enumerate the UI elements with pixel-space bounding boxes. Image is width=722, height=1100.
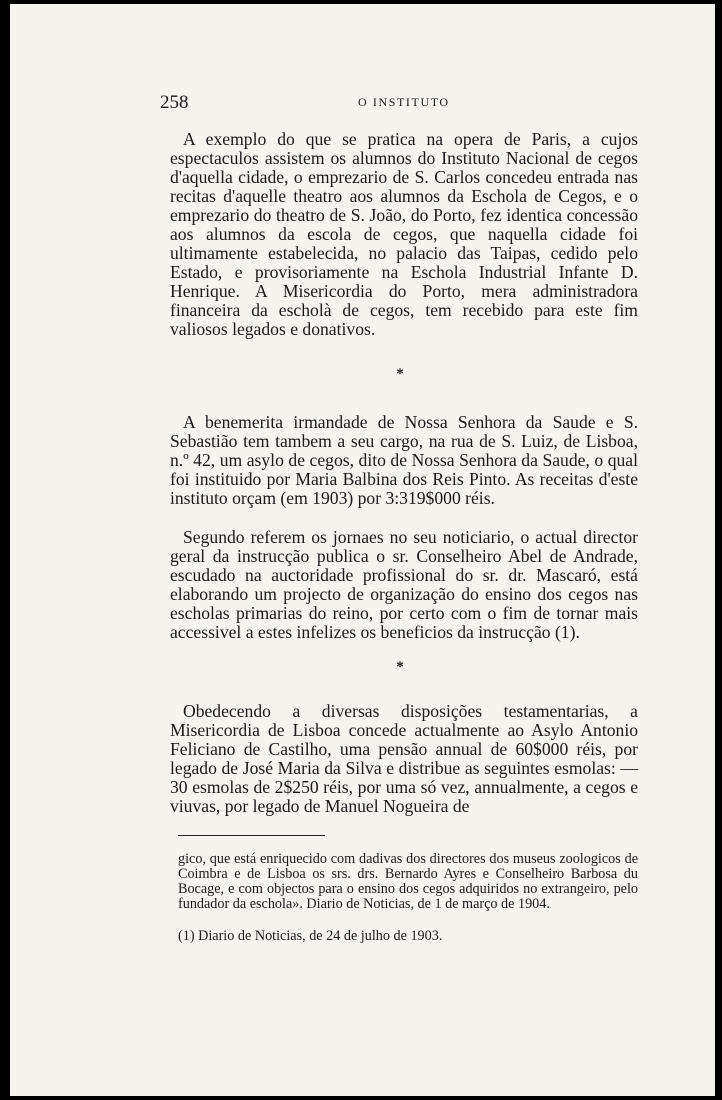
running-head: O INSTITUTO (358, 95, 450, 109)
paragraph-instruction-project: Segundo referem os jornaes no seu noticiario, o actual director geral da instrucção publica o sr. Conselheiro Abel de Andrade, escudado na auctoridade profissional do sr. dr. Mascaró, está elaborando um projecto de organização do ensino dos cegos nas escholas primarias do reino, por certo com o fim de tornar mais accessivel a estes infelizes os beneficios da instrucção (1). (170, 527, 638, 642)
paragraph-asylum-saude: A benemerita irmandade de Nossa Senhora da Saude e S. Sebastião tem tambem a seu cargo, na rua de S. Luiz, de Lisboa, n.º 42, um asylo de cegos, dito de Nossa Senhora da Saude, o qual foi instituido por Maria Balbina dos Reis Pinto. As receitas d'este instituto orçam (em 1903) por 3:319$000 réis. (170, 412, 638, 508)
section-separator: * (396, 659, 404, 675)
paragraph-misericordia-legacies: Obedecendo a diversas disposições testamentarias, a Misericordia de Lisboa concede actualmente ao Asylo Antonio Feliciano de Castilho, uma pensão annual de 60$000 réis, por legado de José Maria da Silva e distribue as seguintes esmolas: — 30 esmolas de 2$250 réis, por uma só vez, annualmente, a cegos e viuvas, por legado de Manuel Nogueira de (170, 701, 638, 816)
footnote-continuation: gico, que está enriquecido com dadivas dos directores dos museus zoologicos de Coimbra e de Lisboa os srs. drs. Bernardo Ayres e Conselheiro Barbosa du Bocage, e com objectos para o ensino dos cegos adquiridos no extrangeiro, pelo fundador da eschola». Diario de Noticias, de 1 de março de 1904. (178, 851, 638, 912)
page-header (160, 92, 650, 116)
page-number: 258 (160, 92, 189, 113)
footnote-divider (178, 835, 325, 836)
section-separator: * (396, 366, 404, 382)
footnote-1: (1) Diario de Noticias, de 24 de julho de 1903. (178, 928, 443, 944)
paragraph-opera-concession: A exemplo do que se pratica na opera de Paris, a cujos espectaculos assistem os alumnos do Instituto Nacional de cegos d'aquella cidade, o emprezario de S. Carlos concedeu entrada nas recitas d'aquelle theatro aos alumnos da Eschola de Cegos, e o emprezario do theatro de S. João, do Porto, fez identica concessão aos alumnos da escola de cegos, que naquella cidade foi ultimamente estabelecida, no palacio das Taipas, cedido pelo Estado, e provisoriamente na Eschola Industrial Infante D. Henrique. A Misericordia do Porto, mera administradora financeira da escholà de cegos, tem recebido para este fim valiosos legados e donativos. (170, 129, 638, 339)
